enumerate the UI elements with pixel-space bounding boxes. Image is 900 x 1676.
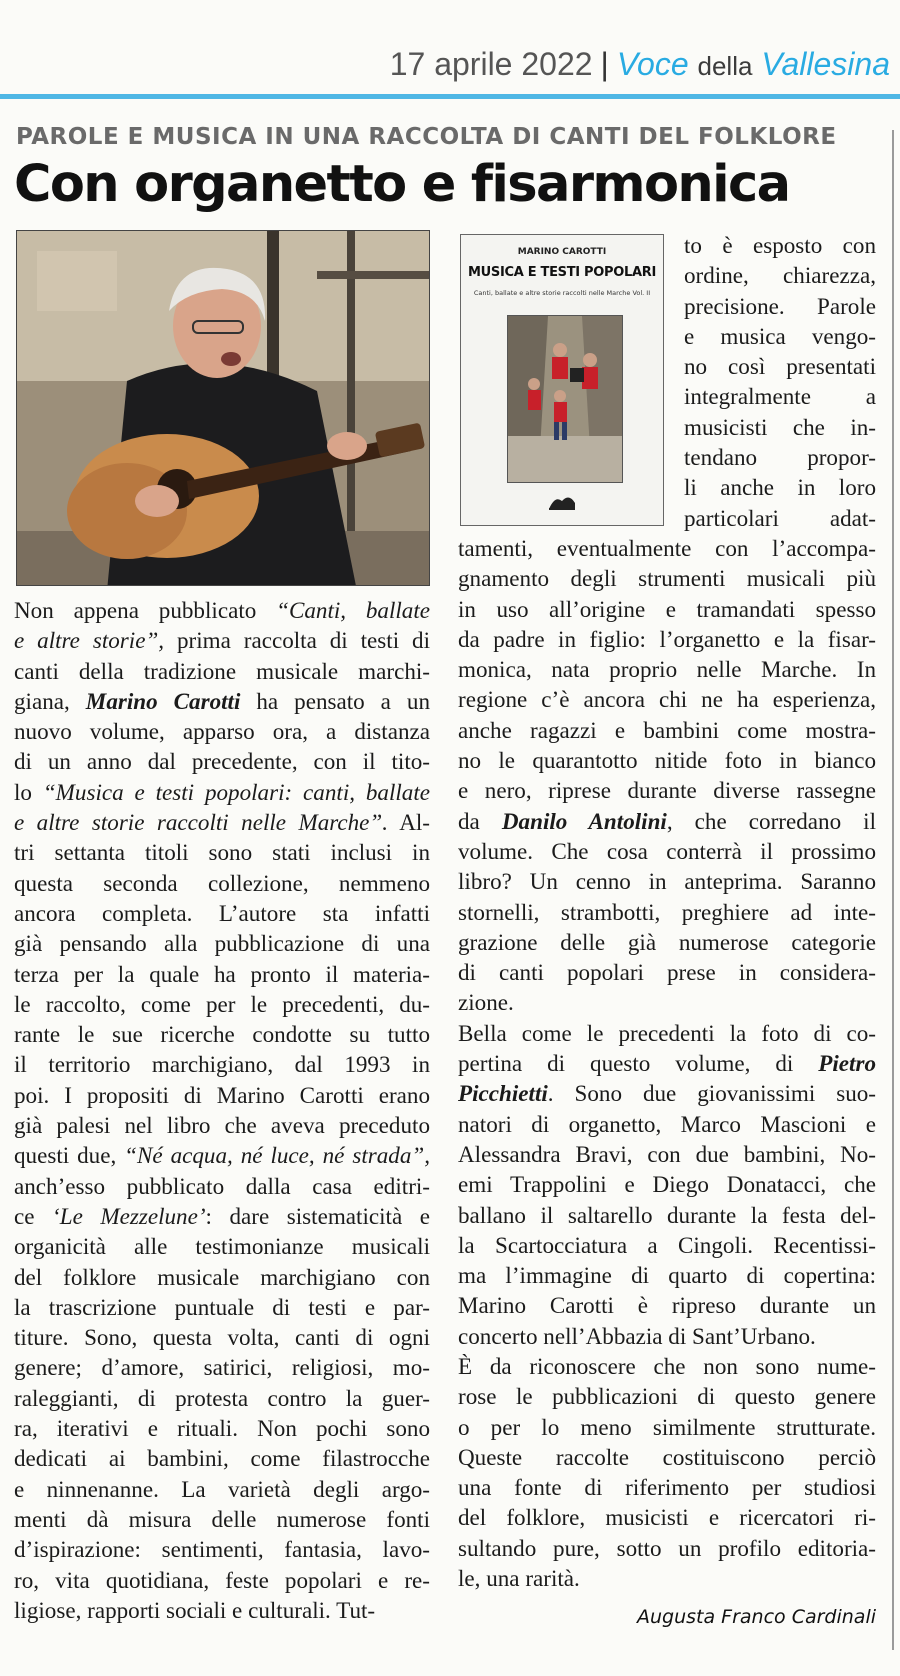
text-line xyxy=(458,1381,876,1411)
masthead xyxy=(0,0,900,100)
text-run: gnamento degli strumenti musicali più xyxy=(458,565,876,592)
text-run: ro, vita quotidiana, feste popolari e re- xyxy=(14,1566,430,1593)
text-run: sultando pure, sotto un profilo editoria- xyxy=(458,1534,876,1561)
text-line xyxy=(684,291,876,321)
text-line xyxy=(684,442,876,472)
text-run: Non appena pubblicato xyxy=(14,597,277,623)
text-line xyxy=(14,716,430,746)
text-line xyxy=(14,868,430,898)
text-run: le raccolto, come per le precedenti, du- xyxy=(14,990,430,1017)
text-run: pertina di questo volume, di xyxy=(458,1050,819,1077)
text-line xyxy=(14,1352,430,1382)
text-line xyxy=(14,1110,430,1140)
text-line xyxy=(14,1019,430,1049)
text-line xyxy=(14,1049,430,1079)
text-line xyxy=(458,987,876,1017)
text-run: concerto nell’Abbazia di Sant’Urbano. xyxy=(458,1322,816,1349)
text-run: to è esposto con xyxy=(684,232,876,258)
masthead-separator: | xyxy=(600,46,609,82)
article-headline: Con organetto e fisarmonica xyxy=(14,155,790,214)
text-italic: “Canti, ballate xyxy=(276,597,431,623)
text-line xyxy=(458,1563,876,1593)
text-run: già palesi nel libro che aveva preceduto xyxy=(14,1112,430,1139)
text-run: tamenti, eventualmente con l’accompa- xyxy=(458,534,876,561)
text-run: libro? Un cenno in anteprima. Saranno xyxy=(458,868,876,895)
text-run: integralmente a xyxy=(684,383,876,410)
text-name-emphasis: Pietro xyxy=(818,1050,876,1077)
text-run: ancora completa. L’autore sta infatti xyxy=(14,899,430,926)
text-line xyxy=(458,1533,876,1563)
text-run: stornelli, strambotti, preghiere ad inte- xyxy=(458,898,876,925)
text-line xyxy=(14,1413,430,1443)
column-divider xyxy=(892,130,894,1650)
text-line xyxy=(14,1595,430,1625)
text-run: emi Trappolini e Diego Donatacci, che xyxy=(458,1171,876,1198)
brand-della: della xyxy=(697,51,753,81)
text-italic: e altre storie raccolti nelle Marche”. xyxy=(14,809,389,836)
text-run: È da riconoscere che non sono nume- xyxy=(458,1352,876,1379)
text-run: no così presentati xyxy=(684,353,876,380)
text-run: : dare sistematicità e xyxy=(205,1202,430,1229)
text-line xyxy=(14,928,430,958)
text-line xyxy=(14,1474,430,1504)
text-run: la trascrizione puntuale di testi e par- xyxy=(14,1293,430,1320)
text-run: ha pensato a un xyxy=(240,687,430,714)
text-run: canti della tradizione musicale marchi- xyxy=(14,657,430,684)
text-run: natori di organetto, Marco Mascioni e xyxy=(458,1110,876,1137)
text-run: ordine, chiarezza, xyxy=(684,262,876,289)
text-line xyxy=(458,1290,876,1320)
text-run: . Sono due giovanissimi suo- xyxy=(547,1080,876,1107)
text-run: Queste raccolte costituiscono perciò xyxy=(458,1443,876,1470)
text-line xyxy=(458,654,876,684)
text-run: in uso all’origine e tramandati spesso xyxy=(458,595,876,622)
text-line xyxy=(14,595,430,625)
text-line xyxy=(458,1200,876,1230)
text-line xyxy=(458,624,876,654)
text-run: di canti popolari prese in considera- xyxy=(458,959,876,986)
brand-vallesina: Vallesina xyxy=(761,46,890,82)
text-line xyxy=(458,927,876,957)
text-line xyxy=(458,806,876,836)
text-run: questi due, xyxy=(14,1142,125,1169)
text-line xyxy=(684,321,876,351)
text-line xyxy=(458,1078,876,1108)
text-line xyxy=(14,1201,430,1231)
text-run: li anche in loro xyxy=(684,474,876,501)
text-run: Alessandra Bravi, con due bambini, No- xyxy=(458,1140,876,1167)
text-line xyxy=(458,563,876,593)
text-line xyxy=(458,684,876,714)
text-run: da xyxy=(458,807,502,834)
text-line xyxy=(14,1534,430,1564)
text-line xyxy=(458,1048,876,1078)
text-italic: “Né acqua, né luce, né strada”, xyxy=(124,1142,431,1169)
text-run: e ninnenanne. La varietà degli argo- xyxy=(14,1475,430,1502)
issue-date: 17 aprile 2022 xyxy=(389,46,593,82)
text-line xyxy=(14,989,430,1019)
text-line xyxy=(458,1018,876,1048)
text-line xyxy=(458,836,876,866)
text-run: lo xyxy=(14,778,43,805)
masthead-rule xyxy=(0,94,900,99)
text-line xyxy=(458,1260,876,1290)
text-line xyxy=(684,472,876,502)
text-line xyxy=(684,412,876,442)
text-line xyxy=(684,381,876,411)
author-signature: Augusta Franco Cardinali xyxy=(636,1606,876,1628)
cover-title: MUSICA E TESTI POPOLARI xyxy=(467,265,657,280)
text-run: , che corredano il xyxy=(666,807,877,834)
text-line xyxy=(458,1169,876,1199)
text-line xyxy=(14,1565,430,1595)
text-line xyxy=(14,777,430,807)
text-line xyxy=(458,594,876,624)
text-run: e nero, riprese durante diverse rassegne xyxy=(458,777,876,804)
text-run: particolari adat- xyxy=(684,504,876,531)
text-run: ballano il saltarello durante la festa del- xyxy=(458,1201,876,1228)
text-line xyxy=(14,1443,430,1473)
text-line xyxy=(14,898,430,928)
text-line xyxy=(14,959,430,989)
article-column-right xyxy=(458,230,876,1593)
text-line xyxy=(14,1231,430,1261)
article-kicker: PAROLE E MUSICA IN UNA RACCOLTA DI CANTI DEL FOLKLORE xyxy=(16,124,837,150)
text-run: dedicati ai bambini, come filastrocche xyxy=(14,1445,430,1472)
text-line xyxy=(14,1171,430,1201)
cover-subtitle: Canti, ballate e altre storie raccolti nelle Marche Vol. II xyxy=(473,289,651,297)
text-line xyxy=(14,1140,430,1170)
article-column-left xyxy=(14,595,430,1625)
text-run: Al- xyxy=(388,809,430,836)
text-run: da padre in figlio: l’organetto e la fisar- xyxy=(458,625,876,652)
text-run: organicità alle testimonianze musicali xyxy=(14,1233,430,1260)
text-run: rante le sue ricerche condotte su tutto xyxy=(14,1021,430,1048)
text-run: tendano propor- xyxy=(684,444,876,471)
text-line xyxy=(458,745,876,775)
text-line xyxy=(458,897,876,927)
text-line xyxy=(14,1080,430,1110)
text-run: anche ragazzi e bambini come mostra- xyxy=(458,716,876,743)
text-name-emphasis: Picchietti xyxy=(458,1080,548,1107)
text-run: musicisti che in- xyxy=(684,413,876,440)
text-line xyxy=(458,1109,876,1139)
text-run: e musica vengo- xyxy=(684,322,876,349)
text-italic: e altre storie”, xyxy=(14,627,165,654)
text-line xyxy=(684,230,876,260)
text-run: giana, xyxy=(14,687,86,714)
text-line xyxy=(458,775,876,805)
text-run: no le quarantotto nitide foto in bianco xyxy=(458,747,876,774)
text-run: genere; d’amore, satirici, religiosi, mo- xyxy=(14,1354,430,1381)
text-line xyxy=(14,1292,430,1322)
text-line xyxy=(14,1322,430,1352)
text-run: ce xyxy=(14,1202,53,1229)
text-line xyxy=(14,807,430,837)
text-italic: ‘Le Mezzelune’ xyxy=(52,1202,206,1229)
text-line xyxy=(458,1230,876,1260)
text-run: le, una rarità. xyxy=(458,1565,580,1592)
text-run: del folklore musicale marchigiano con xyxy=(14,1263,430,1290)
text-name-emphasis: Marino Carotti xyxy=(85,687,241,714)
photo-guitarist xyxy=(16,230,430,586)
column-right-narrow xyxy=(684,230,876,533)
text-run: grazione delle già numerose categorie xyxy=(458,928,876,955)
text-line xyxy=(14,746,430,776)
text-run: d’ispirazione: sentimenti, fantasia, lavo- xyxy=(14,1536,430,1563)
text-line xyxy=(14,1262,430,1292)
text-italic: “Musica e testi popolari: canti, ballate xyxy=(42,778,430,805)
text-run: anch’esso pubblicato dalla casa editri- xyxy=(14,1172,430,1199)
text-run: regione c’è ancora chi ne ha esperienza, xyxy=(458,686,876,713)
text-run: o per lo meno similmente strutturate. xyxy=(458,1413,876,1440)
text-run: zione. xyxy=(458,989,514,1016)
text-line xyxy=(14,1383,430,1413)
text-run: titure. Sono, questa volta, canti di ogni xyxy=(14,1324,430,1351)
text-line xyxy=(458,866,876,896)
text-line xyxy=(684,351,876,381)
text-run: nuovo volume, apparso ora, a distanza xyxy=(14,718,430,745)
text-run: ligiose, rapporti sociali e culturali. Tut- xyxy=(14,1596,376,1623)
text-run: volume. Che cosa conterrà il prossimo xyxy=(458,837,876,864)
column-right-body xyxy=(458,533,876,1593)
text-run: la Scartocciatura a Cingoli. Recentissi- xyxy=(458,1231,876,1258)
text-run: Marino Carotti è ripreso durante un xyxy=(458,1292,876,1319)
text-run: ma l’immagine di quarto di copertina: xyxy=(458,1262,876,1289)
text-line xyxy=(458,1472,876,1502)
cover-author: MARINO CAROTTI xyxy=(517,247,607,257)
text-run: monica, nata proprio nelle Marche. In xyxy=(458,656,876,683)
text-line xyxy=(458,957,876,987)
text-line xyxy=(458,1502,876,1532)
text-run: questa seconda collezione, nemmeno xyxy=(14,869,430,896)
text-run: poi. I propositi di Marino Carotti erano xyxy=(14,1081,430,1108)
text-run: raleggianti, di protesta contro la guer- xyxy=(14,1384,430,1411)
text-name-emphasis: Danilo Antolini xyxy=(501,807,667,834)
text-run: il territorio marchigiano, dal 1993 in xyxy=(14,1051,430,1078)
text-run: menti dà misura delle numerose fonti xyxy=(14,1505,430,1532)
text-line xyxy=(14,625,430,655)
text-line xyxy=(14,1504,430,1534)
text-line xyxy=(458,1412,876,1442)
text-line xyxy=(14,686,430,716)
text-line xyxy=(458,533,876,563)
text-line xyxy=(684,260,876,290)
text-run: rose le pubblicazioni di questo genere xyxy=(458,1383,876,1410)
text-run: del folklore, musicisti e ricercatori ri- xyxy=(458,1504,876,1531)
text-line xyxy=(458,1351,876,1381)
text-run: tri settanta titoli sono stati inclusi in xyxy=(14,839,430,866)
text-run: di un anno dal precedente, con il tito- xyxy=(14,748,430,775)
text-line xyxy=(458,1139,876,1169)
text-line xyxy=(458,1321,876,1351)
masthead-text xyxy=(390,44,890,86)
text-run: una fonte di riferimento per studiosi xyxy=(458,1474,876,1501)
text-run: già pensando alla pubblicazione di una xyxy=(14,930,430,957)
text-run: terza per la quale ha pronto il materia- xyxy=(14,960,430,987)
text-line xyxy=(458,1442,876,1472)
text-run: precisione. Parole xyxy=(684,292,876,319)
text-run: prima raccolta di testi di xyxy=(164,627,431,654)
text-line xyxy=(14,656,430,686)
text-line xyxy=(14,837,430,867)
text-line xyxy=(684,503,876,533)
text-run: Bella come le precedenti la foto di co- xyxy=(458,1019,876,1046)
brand-voce: Voce xyxy=(616,46,689,82)
text-run: ra, iterativi e rituali. Non pochi sono xyxy=(14,1415,430,1442)
text-line xyxy=(458,715,876,745)
